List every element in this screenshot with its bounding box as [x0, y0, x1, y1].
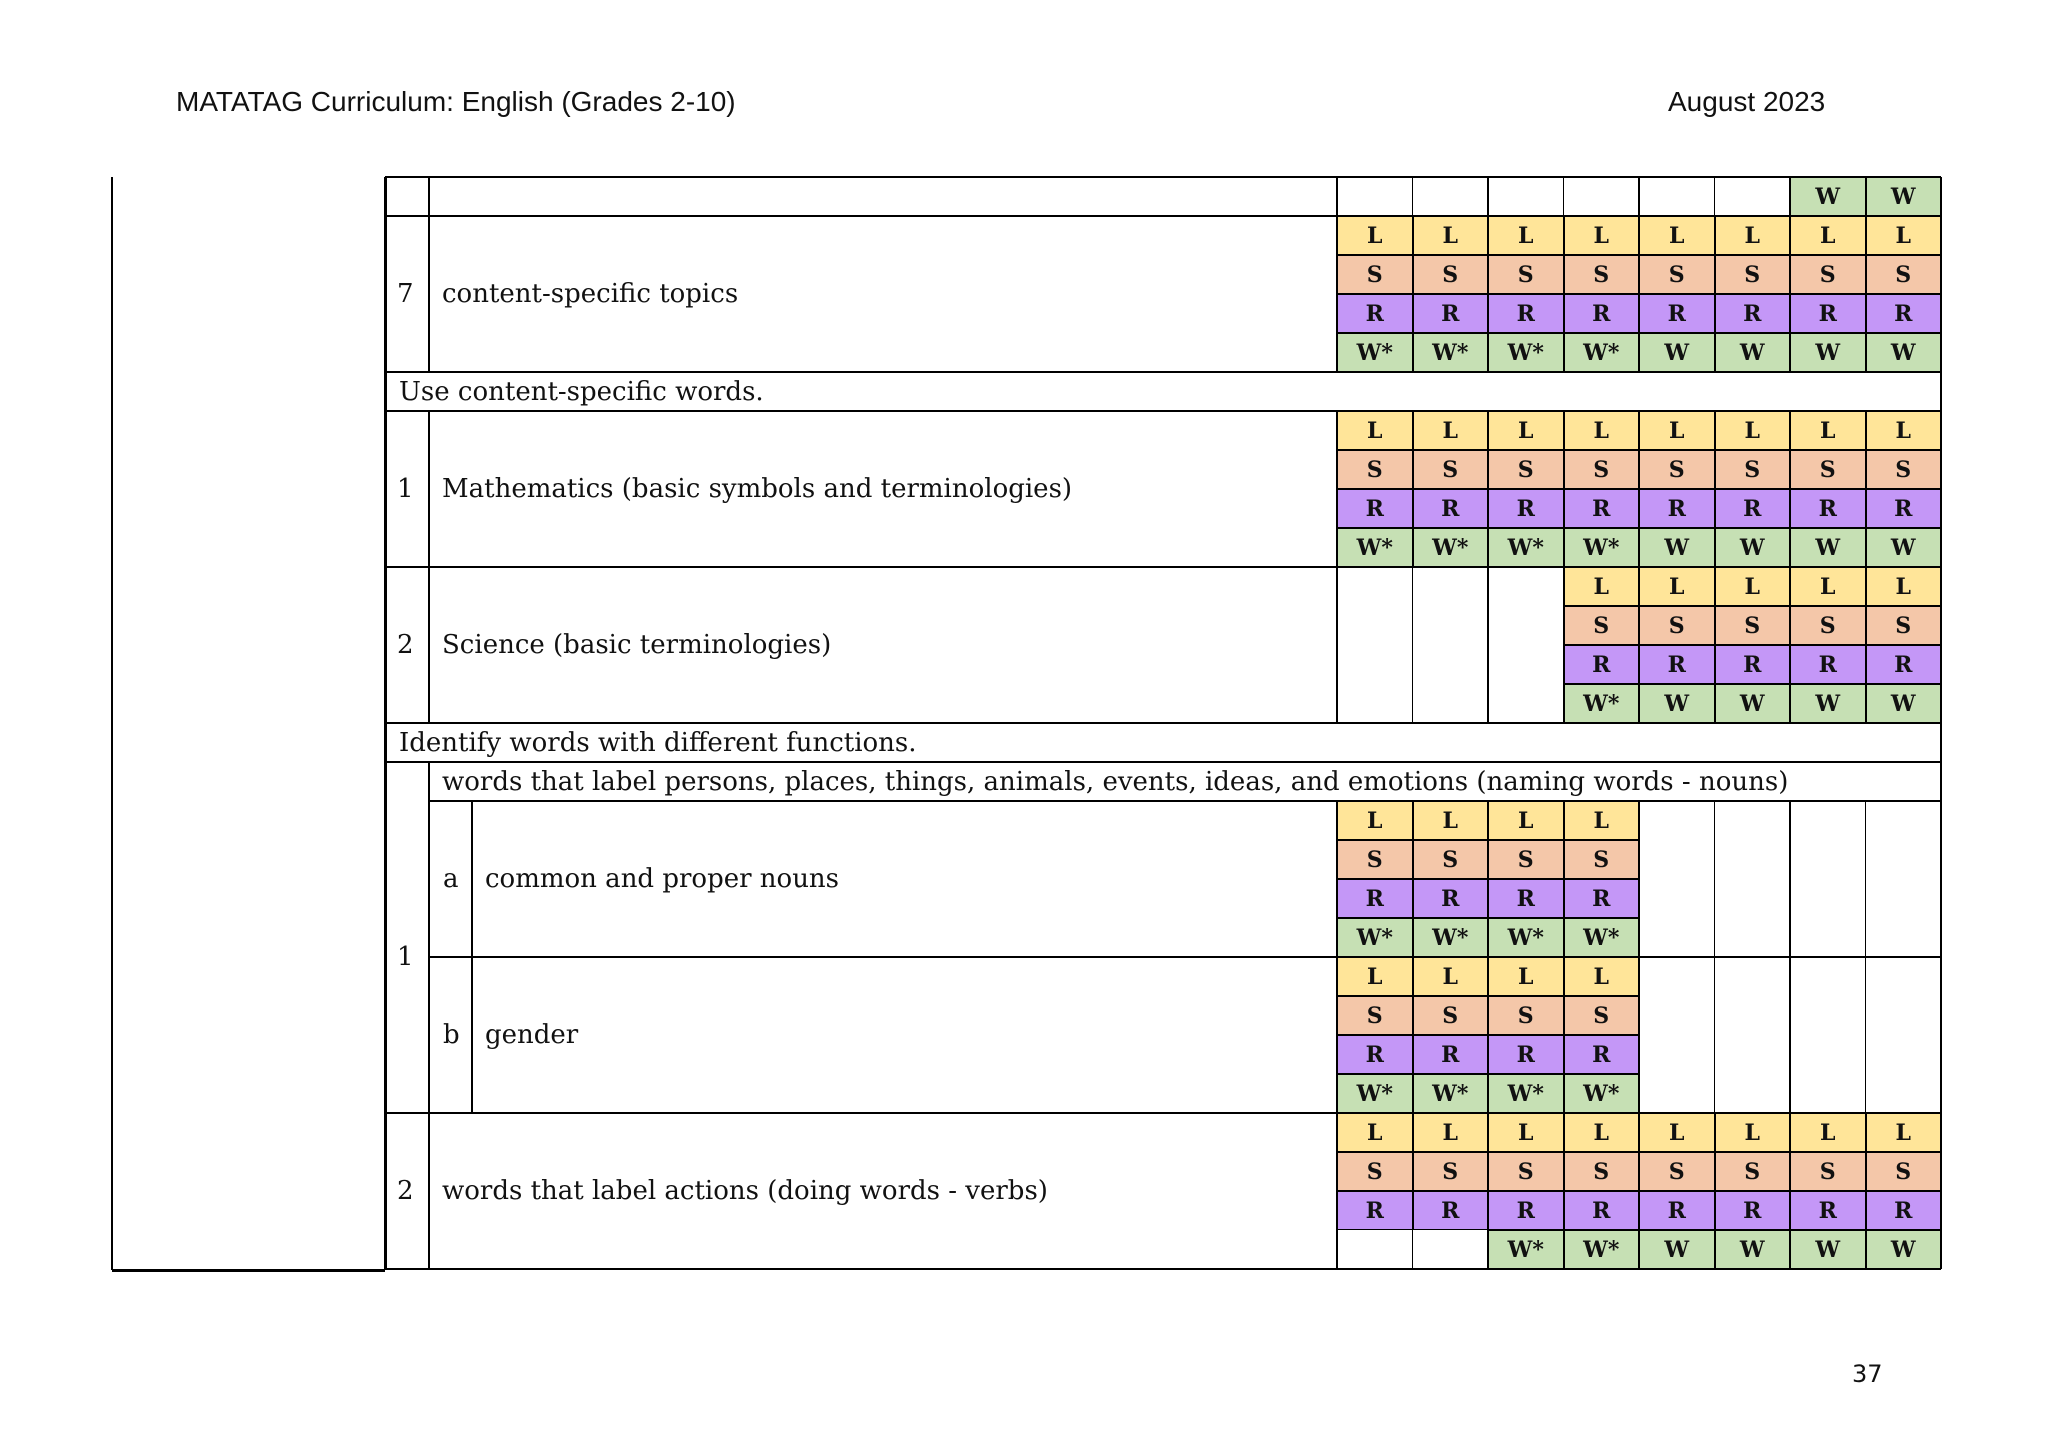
skill-mark-w: W: [1866, 684, 1942, 723]
skill-mark-r: R: [1337, 1035, 1413, 1074]
item-number: 2: [397, 1176, 414, 1206]
subitem-letter: a: [443, 864, 459, 894]
skill-mark-l: L: [1488, 801, 1564, 840]
grid-line-vertical: [1563, 1113, 1565, 1269]
skill-mark-r: R: [1564, 489, 1640, 528]
skill-mark-l: L: [1866, 216, 1942, 255]
grid-line-vertical: [1789, 1113, 1791, 1269]
skill-mark-r: R: [1790, 294, 1866, 333]
grid-line-vertical: [1865, 216, 1867, 372]
grid-line-vertical: [1714, 216, 1716, 372]
skill-mark-l: L: [1790, 567, 1866, 606]
item-label: words that label actions (doing words - verbs): [442, 1176, 1048, 1206]
skill-mark-r: R: [1413, 1191, 1489, 1230]
skill-mark-l: L: [1337, 411, 1413, 450]
document-header-date: August 2023: [1668, 86, 1826, 117]
grid-line-vertical: [1336, 801, 1338, 957]
grid-line-vertical: [428, 762, 430, 1113]
skill-mark-s: S: [1337, 840, 1413, 879]
skill-mark-l: L: [1413, 411, 1489, 450]
grid-line-vertical: [1412, 957, 1414, 1113]
grid-line-vertical: [428, 177, 430, 216]
grid-line-vertical: [1563, 216, 1565, 372]
skill-mark-s: S: [1413, 255, 1489, 294]
skill-mark-r: R: [1866, 1191, 1942, 1230]
section-heading: Use content-specific words.: [399, 376, 764, 407]
skill-mark-w: W*: [1488, 1230, 1564, 1269]
skill-mark-l: L: [1866, 567, 1942, 606]
skill-mark-l: L: [1715, 411, 1791, 450]
grid-line-vertical: [1563, 177, 1565, 216]
skill-mark-s: S: [1639, 606, 1715, 645]
skill-mark-l: L: [1413, 801, 1489, 840]
skill-mark-w: W: [1715, 1230, 1791, 1269]
skill-mark-s: S: [1413, 996, 1489, 1035]
grid-line-vertical: [1865, 801, 1867, 957]
skill-mark-r: R: [1639, 294, 1715, 333]
skill-mark-w: W: [1866, 1230, 1942, 1269]
skill-mark-s: S: [1790, 1152, 1866, 1191]
skill-mark-w: W*: [1413, 333, 1489, 372]
skill-mark-r: R: [1715, 294, 1791, 333]
skill-mark-w: W: [1639, 684, 1715, 723]
skill-mark-l: L: [1790, 216, 1866, 255]
document-header-title: MATATAG Curriculum: English (Grades 2-10): [176, 86, 736, 117]
skill-mark-r: R: [1337, 489, 1413, 528]
item-number: 2: [397, 630, 414, 660]
subitem-label: gender: [485, 1020, 579, 1050]
subitem-label: common and proper nouns: [485, 864, 840, 894]
grid-line-vertical: [1714, 1113, 1716, 1269]
grid-line-vertical: [1789, 801, 1791, 957]
skill-mark-l: L: [1337, 957, 1413, 996]
skill-mark-r: R: [1715, 489, 1791, 528]
grid-line-vertical: [1789, 567, 1791, 723]
grid-line-vertical: [1336, 216, 1338, 372]
grid-line-vertical: [1638, 1113, 1640, 1269]
skill-mark-l: L: [1639, 567, 1715, 606]
skill-mark-r: R: [1866, 294, 1942, 333]
grid-line-vertical: [1714, 801, 1716, 957]
skill-mark-l: L: [1564, 1113, 1640, 1152]
grid-line-vertical: [1638, 216, 1640, 372]
skill-mark-r: R: [1564, 879, 1640, 918]
skill-mark-w: W: [1715, 528, 1791, 567]
skill-mark-w: W*: [1337, 528, 1413, 567]
skill-mark-r: R: [1639, 489, 1715, 528]
grid-line-vertical: [1865, 177, 1867, 216]
skill-mark-l: L: [1564, 957, 1640, 996]
skill-mark-r: R: [1790, 489, 1866, 528]
grid-line-vertical: [471, 957, 473, 1113]
grid-line-vertical: [1714, 411, 1716, 567]
skill-mark-r: R: [1337, 294, 1413, 333]
skill-mark-r: R: [1337, 1191, 1413, 1230]
grid-line-vertical: [1789, 957, 1791, 1113]
skill-mark-l: L: [1790, 411, 1866, 450]
skill-mark-s: S: [1790, 255, 1866, 294]
skill-mark-w: W*: [1564, 333, 1640, 372]
grid-line-vertical: [1336, 957, 1338, 1113]
skill-mark-s: S: [1488, 840, 1564, 879]
item-label: Science (basic terminologies): [442, 630, 832, 660]
skill-mark-s: S: [1337, 996, 1413, 1035]
skill-mark-w: W*: [1564, 1230, 1640, 1269]
skill-mark-l: L: [1337, 216, 1413, 255]
grid-line-vertical: [1412, 1113, 1414, 1269]
grid-line-vertical: [1487, 216, 1489, 372]
item-label: content-specific topics: [442, 279, 739, 309]
skill-mark-w: W: [1790, 1230, 1866, 1269]
skill-mark-l: L: [1337, 801, 1413, 840]
skill-mark-w: W: [1866, 333, 1942, 372]
skill-mark-r: R: [1337, 879, 1413, 918]
grid-line-vertical: [1714, 177, 1716, 216]
skill-mark-w: W*: [1413, 918, 1489, 957]
grid-line-vertical: [428, 216, 430, 372]
skill-mark-r: R: [1413, 879, 1489, 918]
skill-mark-l: L: [1866, 1113, 1942, 1152]
skill-mark-w: W: [1866, 177, 1942, 216]
skill-mark-r: R: [1866, 645, 1942, 684]
grid-line-vertical: [1789, 216, 1791, 372]
skill-mark-l: L: [1639, 216, 1715, 255]
skill-mark-w: W*: [1413, 1074, 1489, 1113]
skill-mark-s: S: [1564, 606, 1640, 645]
grid-line-vertical: [1487, 801, 1489, 957]
grid-line-vertical: [1865, 411, 1867, 567]
skill-mark-w: W: [1639, 333, 1715, 372]
skill-mark-l: L: [1488, 1113, 1564, 1152]
skill-mark-w: W*: [1413, 528, 1489, 567]
skill-mark-w: W*: [1337, 1074, 1413, 1113]
skill-mark-w: W*: [1564, 1074, 1640, 1113]
skill-mark-w: W*: [1564, 918, 1640, 957]
grid-line-vertical: [428, 411, 430, 567]
skill-mark-l: L: [1715, 216, 1791, 255]
skill-mark-l: L: [1564, 567, 1640, 606]
skill-mark-w: W*: [1488, 333, 1564, 372]
skill-mark-w: W*: [1564, 684, 1640, 723]
skill-mark-r: R: [1413, 294, 1489, 333]
grid-line-vertical: [1336, 411, 1338, 567]
grid-line-vertical: [1638, 177, 1640, 216]
grid-line-vertical: [428, 1113, 430, 1269]
grid-line-vertical: [1487, 177, 1489, 216]
grid-line-vertical: [1865, 567, 1867, 723]
grid-line-vertical: [1563, 567, 1565, 723]
skill-mark-l: L: [1564, 411, 1640, 450]
page-number: 37: [1852, 1360, 1883, 1388]
skill-mark-w: W*: [1488, 528, 1564, 567]
skill-mark-s: S: [1715, 606, 1791, 645]
skill-mark-r: R: [1564, 294, 1640, 333]
skill-mark-s: S: [1564, 840, 1640, 879]
skill-mark-w: W*: [1564, 528, 1640, 567]
skill-mark-r: R: [1564, 1191, 1640, 1230]
skill-mark-r: R: [1488, 294, 1564, 333]
grid-line-vertical: [1865, 957, 1867, 1113]
skill-mark-s: S: [1488, 450, 1564, 489]
skill-mark-l: L: [1564, 216, 1640, 255]
item-label: Mathematics (basic symbols and terminologies): [442, 474, 1073, 504]
skill-mark-s: S: [1866, 606, 1942, 645]
grid-line-vertical: [1638, 411, 1640, 567]
grid-line-vertical: [1412, 567, 1414, 723]
skill-mark-s: S: [1488, 255, 1564, 294]
skill-mark-r: R: [1715, 645, 1791, 684]
skill-mark-w: W*: [1488, 918, 1564, 957]
skill-mark-s: S: [1564, 1152, 1640, 1191]
grid-line-vertical: [1638, 957, 1640, 1113]
skill-mark-w: W: [1715, 333, 1791, 372]
skill-mark-w: W: [1715, 684, 1791, 723]
grid-line-vertical: [1487, 957, 1489, 1113]
grid-line-horizontal: [385, 1268, 1941, 1270]
skill-mark-r: R: [1413, 489, 1489, 528]
skill-mark-s: S: [1413, 1152, 1489, 1191]
skill-mark-s: S: [1337, 1152, 1413, 1191]
skill-mark-l: L: [1715, 1113, 1791, 1152]
skill-mark-r: R: [1488, 489, 1564, 528]
skill-mark-l: L: [1413, 957, 1489, 996]
skill-mark-s: S: [1639, 255, 1715, 294]
grid-line-vertical: [1714, 567, 1716, 723]
skill-mark-s: S: [1639, 1152, 1715, 1191]
skill-mark-s: S: [1564, 255, 1640, 294]
skill-mark-s: S: [1337, 450, 1413, 489]
grid-line-horizontal: [112, 1269, 385, 1272]
skill-mark-l: L: [1639, 411, 1715, 450]
skill-mark-w: W*: [1488, 1074, 1564, 1113]
skill-mark-s: S: [1866, 1152, 1942, 1191]
skill-mark-w: W: [1790, 528, 1866, 567]
grid-line-vertical: [111, 177, 113, 1270]
skill-mark-l: L: [1488, 216, 1564, 255]
grid-line-vertical: [471, 801, 473, 957]
skill-mark-w: W: [1790, 333, 1866, 372]
grid-line-vertical: [1563, 411, 1565, 567]
skill-mark-r: R: [1639, 1191, 1715, 1230]
section-heading: Identify words with different functions.: [399, 727, 917, 758]
skill-mark-s: S: [1413, 450, 1489, 489]
skill-mark-s: S: [1413, 840, 1489, 879]
grid-line-vertical: [1638, 801, 1640, 957]
skill-mark-l: L: [1337, 1113, 1413, 1152]
skill-mark-l: L: [1790, 1113, 1866, 1152]
grid-line-vertical: [1487, 1113, 1489, 1269]
grid-line-vertical: [1865, 1113, 1867, 1269]
grid-line-vertical: [1487, 567, 1489, 723]
grid-line-vertical: [1336, 177, 1338, 216]
skill-mark-r: R: [1790, 1191, 1866, 1230]
skill-mark-r: R: [1488, 879, 1564, 918]
skill-mark-w: W: [1639, 528, 1715, 567]
skill-mark-r: R: [1413, 1035, 1489, 1074]
skill-mark-s: S: [1488, 1152, 1564, 1191]
grid-line-vertical: [1412, 177, 1414, 216]
skill-mark-l: L: [1488, 411, 1564, 450]
skill-mark-l: L: [1488, 957, 1564, 996]
skill-mark-s: S: [1715, 1152, 1791, 1191]
skill-mark-w: W*: [1337, 918, 1413, 957]
grid-line-vertical: [1638, 567, 1640, 723]
skill-mark-r: R: [1790, 645, 1866, 684]
grid-line-vertical: [1336, 567, 1338, 723]
skill-mark-l: L: [1866, 411, 1942, 450]
skill-mark-l: L: [1413, 216, 1489, 255]
skill-mark-s: S: [1488, 996, 1564, 1035]
skill-mark-s: S: [1337, 255, 1413, 294]
grid-line-vertical: [1563, 801, 1565, 957]
skill-mark-s: S: [1790, 450, 1866, 489]
skill-mark-w: W: [1790, 684, 1866, 723]
skill-mark-s: S: [1715, 255, 1791, 294]
skill-mark-r: R: [1639, 645, 1715, 684]
skill-mark-l: L: [1639, 1113, 1715, 1152]
grid-line-vertical: [1412, 411, 1414, 567]
skill-mark-w: W: [1866, 528, 1942, 567]
skill-mark-r: R: [1488, 1035, 1564, 1074]
grid-line-vertical: [1412, 801, 1414, 957]
grid-line-vertical: [1563, 957, 1565, 1113]
item-number: 1: [397, 474, 414, 504]
grid-line-vertical: [1487, 411, 1489, 567]
skill-mark-s: S: [1715, 450, 1791, 489]
grid-line-vertical: [1940, 177, 1942, 1269]
grid-line-vertical: [1336, 1113, 1338, 1269]
grid-line-vertical: [1789, 177, 1791, 216]
skill-mark-r: R: [1564, 1035, 1640, 1074]
skill-mark-l: L: [1413, 1113, 1489, 1152]
skill-mark-r: R: [1564, 645, 1640, 684]
group-label: words that label persons, places, things, animals, events, ideas, and emotions (naming words - nouns): [442, 766, 1789, 797]
grid-line-horizontal: [385, 176, 1941, 178]
skill-mark-w: W: [1790, 177, 1866, 216]
skill-mark-s: S: [1639, 450, 1715, 489]
grid-line-vertical: [428, 567, 430, 723]
skill-mark-s: S: [1564, 450, 1640, 489]
skill-mark-w: W: [1639, 1230, 1715, 1269]
skill-mark-w: W*: [1337, 333, 1413, 372]
skill-mark-r: R: [1866, 489, 1942, 528]
grid-line-vertical: [1412, 216, 1414, 372]
grid-line-vertical: [1789, 411, 1791, 567]
skill-mark-l: L: [1564, 801, 1640, 840]
skill-mark-l: L: [1715, 567, 1791, 606]
skill-mark-s: S: [1564, 996, 1640, 1035]
skill-mark-s: S: [1790, 606, 1866, 645]
skill-mark-r: R: [1715, 1191, 1791, 1230]
grid-line-vertical: [1714, 957, 1716, 1113]
subitem-letter: b: [443, 1020, 460, 1050]
item-number: 7: [397, 279, 414, 309]
skill-mark-r: R: [1488, 1191, 1564, 1230]
skill-mark-s: S: [1866, 255, 1942, 294]
skill-mark-s: S: [1866, 450, 1942, 489]
item-number: 1: [397, 942, 414, 972]
grid-line-vertical: [384, 177, 387, 1270]
